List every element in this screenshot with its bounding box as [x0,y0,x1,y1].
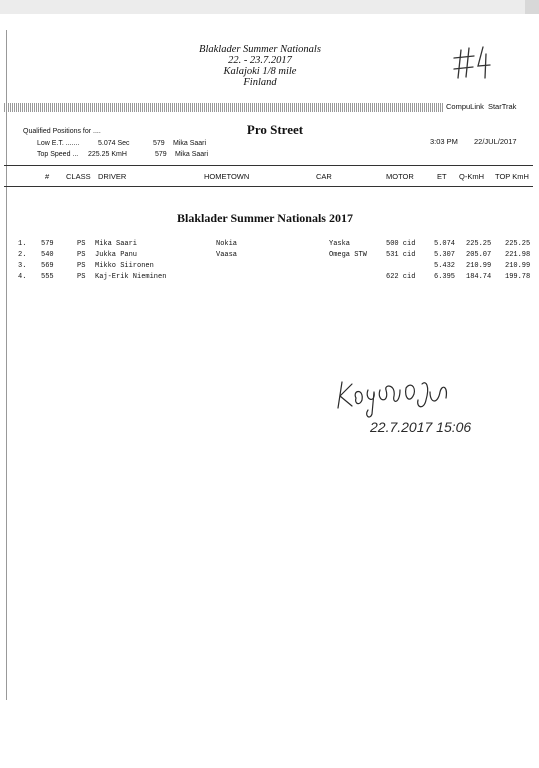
cell-number: 569 [41,262,54,270]
col-head-pos: # [45,172,50,181]
cell-motor: 531 cid [386,251,416,259]
cell-driver: Mika Saari [95,240,138,248]
cell-class: PS [77,251,86,259]
top-speed-value: 225.25 KmH [88,151,127,158]
cell-driver: Jukka Panu [95,251,138,259]
col-head-et: ET [437,172,447,181]
cell-qkmh: 205.07 [466,251,492,259]
cell-et: 5.307 [434,251,456,259]
cell-motor: 500 cid [386,240,416,248]
left-margin-line [6,30,7,700]
handwritten-signature [330,370,510,440]
col-head-qkmh: Q-KmH [459,172,484,181]
cell-et: 6.395 [434,273,456,281]
brand-startrak: StarTrak [487,102,517,111]
scan-frame-top [0,0,539,14]
col-head-car: CAR [316,172,332,181]
low-et-label: Low E.T. ....... [37,140,80,147]
event-dates: 22. - 23.7.2017 [228,55,292,66]
cell-topkmh: 225.25 [505,240,531,248]
low-et-car: 579 [153,140,165,147]
cell-pos: 2. [18,251,27,259]
event-title: Blaklader Summer Nationals [199,44,321,55]
cell-hometown: Vaasa [216,251,238,259]
top-speed-label: Top Speed ... [37,151,79,158]
hatched-divider [4,103,444,112]
cell-et: 5.432 [434,262,456,270]
col-head-driver: DRIVER [98,172,127,181]
cell-hometown: Nokia [216,240,238,248]
cell-pos: 3. [18,262,27,270]
col-head-hometown: HOMETOWN [204,172,250,181]
cell-number: 540 [41,251,54,259]
cell-car: Omega STW [329,251,367,259]
header-rule-top [4,165,533,166]
low-et-value: 5.074 Sec [98,140,130,147]
header-rule-bottom [4,186,533,187]
handwritten-mark [452,44,492,80]
cell-pos: 4. [18,273,27,281]
col-head-topkmh: TOP KmH [495,172,529,181]
top-speed-car: 579 [155,151,167,158]
low-et-driver: Mika Saari [173,140,207,147]
qualified-label: Qualified Positions for .... [23,128,101,135]
cell-topkmh: 210.99 [505,262,531,270]
system-brand [446,102,520,111]
section-title: Blaklader Summer Nationals 2017 [177,211,353,225]
cell-topkmh: 221.98 [505,251,531,259]
event-venue: Kalajoki 1/8 mile [223,66,297,77]
brand-compulink: CompuLink [446,102,484,111]
col-head-motor: MOTOR [386,172,414,181]
top-speed-driver: Mika Saari [175,151,209,158]
cell-et: 5.074 [434,240,456,248]
cell-pos: 1. [18,240,27,248]
cell-qkmh: 184.74 [466,273,492,281]
cell-number: 579 [41,240,54,248]
cell-number: 555 [41,273,54,281]
cell-car: Yaska [329,240,351,248]
cell-driver: Mikko Siironen [95,262,154,270]
cell-qkmh: 225.25 [466,240,492,248]
cell-driver: Kaj-Erik Nieminen [95,273,167,281]
col-head-class: CLASS [66,172,91,181]
print-time: 3:03 PM [430,137,458,146]
scan-frame-corner [525,0,539,14]
cell-qkmh: 210.99 [466,262,492,270]
cell-class: PS [77,240,86,248]
cell-motor: 622 cid [386,273,416,281]
class-title: Pro Street [246,122,304,137]
cell-class: PS [77,273,86,281]
event-header [150,44,370,88]
cell-topkmh: 199.78 [505,273,531,281]
cell-class: PS [77,262,86,270]
signature-datetime: 22.7.2017 15:06 [370,419,472,435]
print-date: 22/JUL/2017 [474,137,517,146]
event-country: Finland [243,77,277,88]
